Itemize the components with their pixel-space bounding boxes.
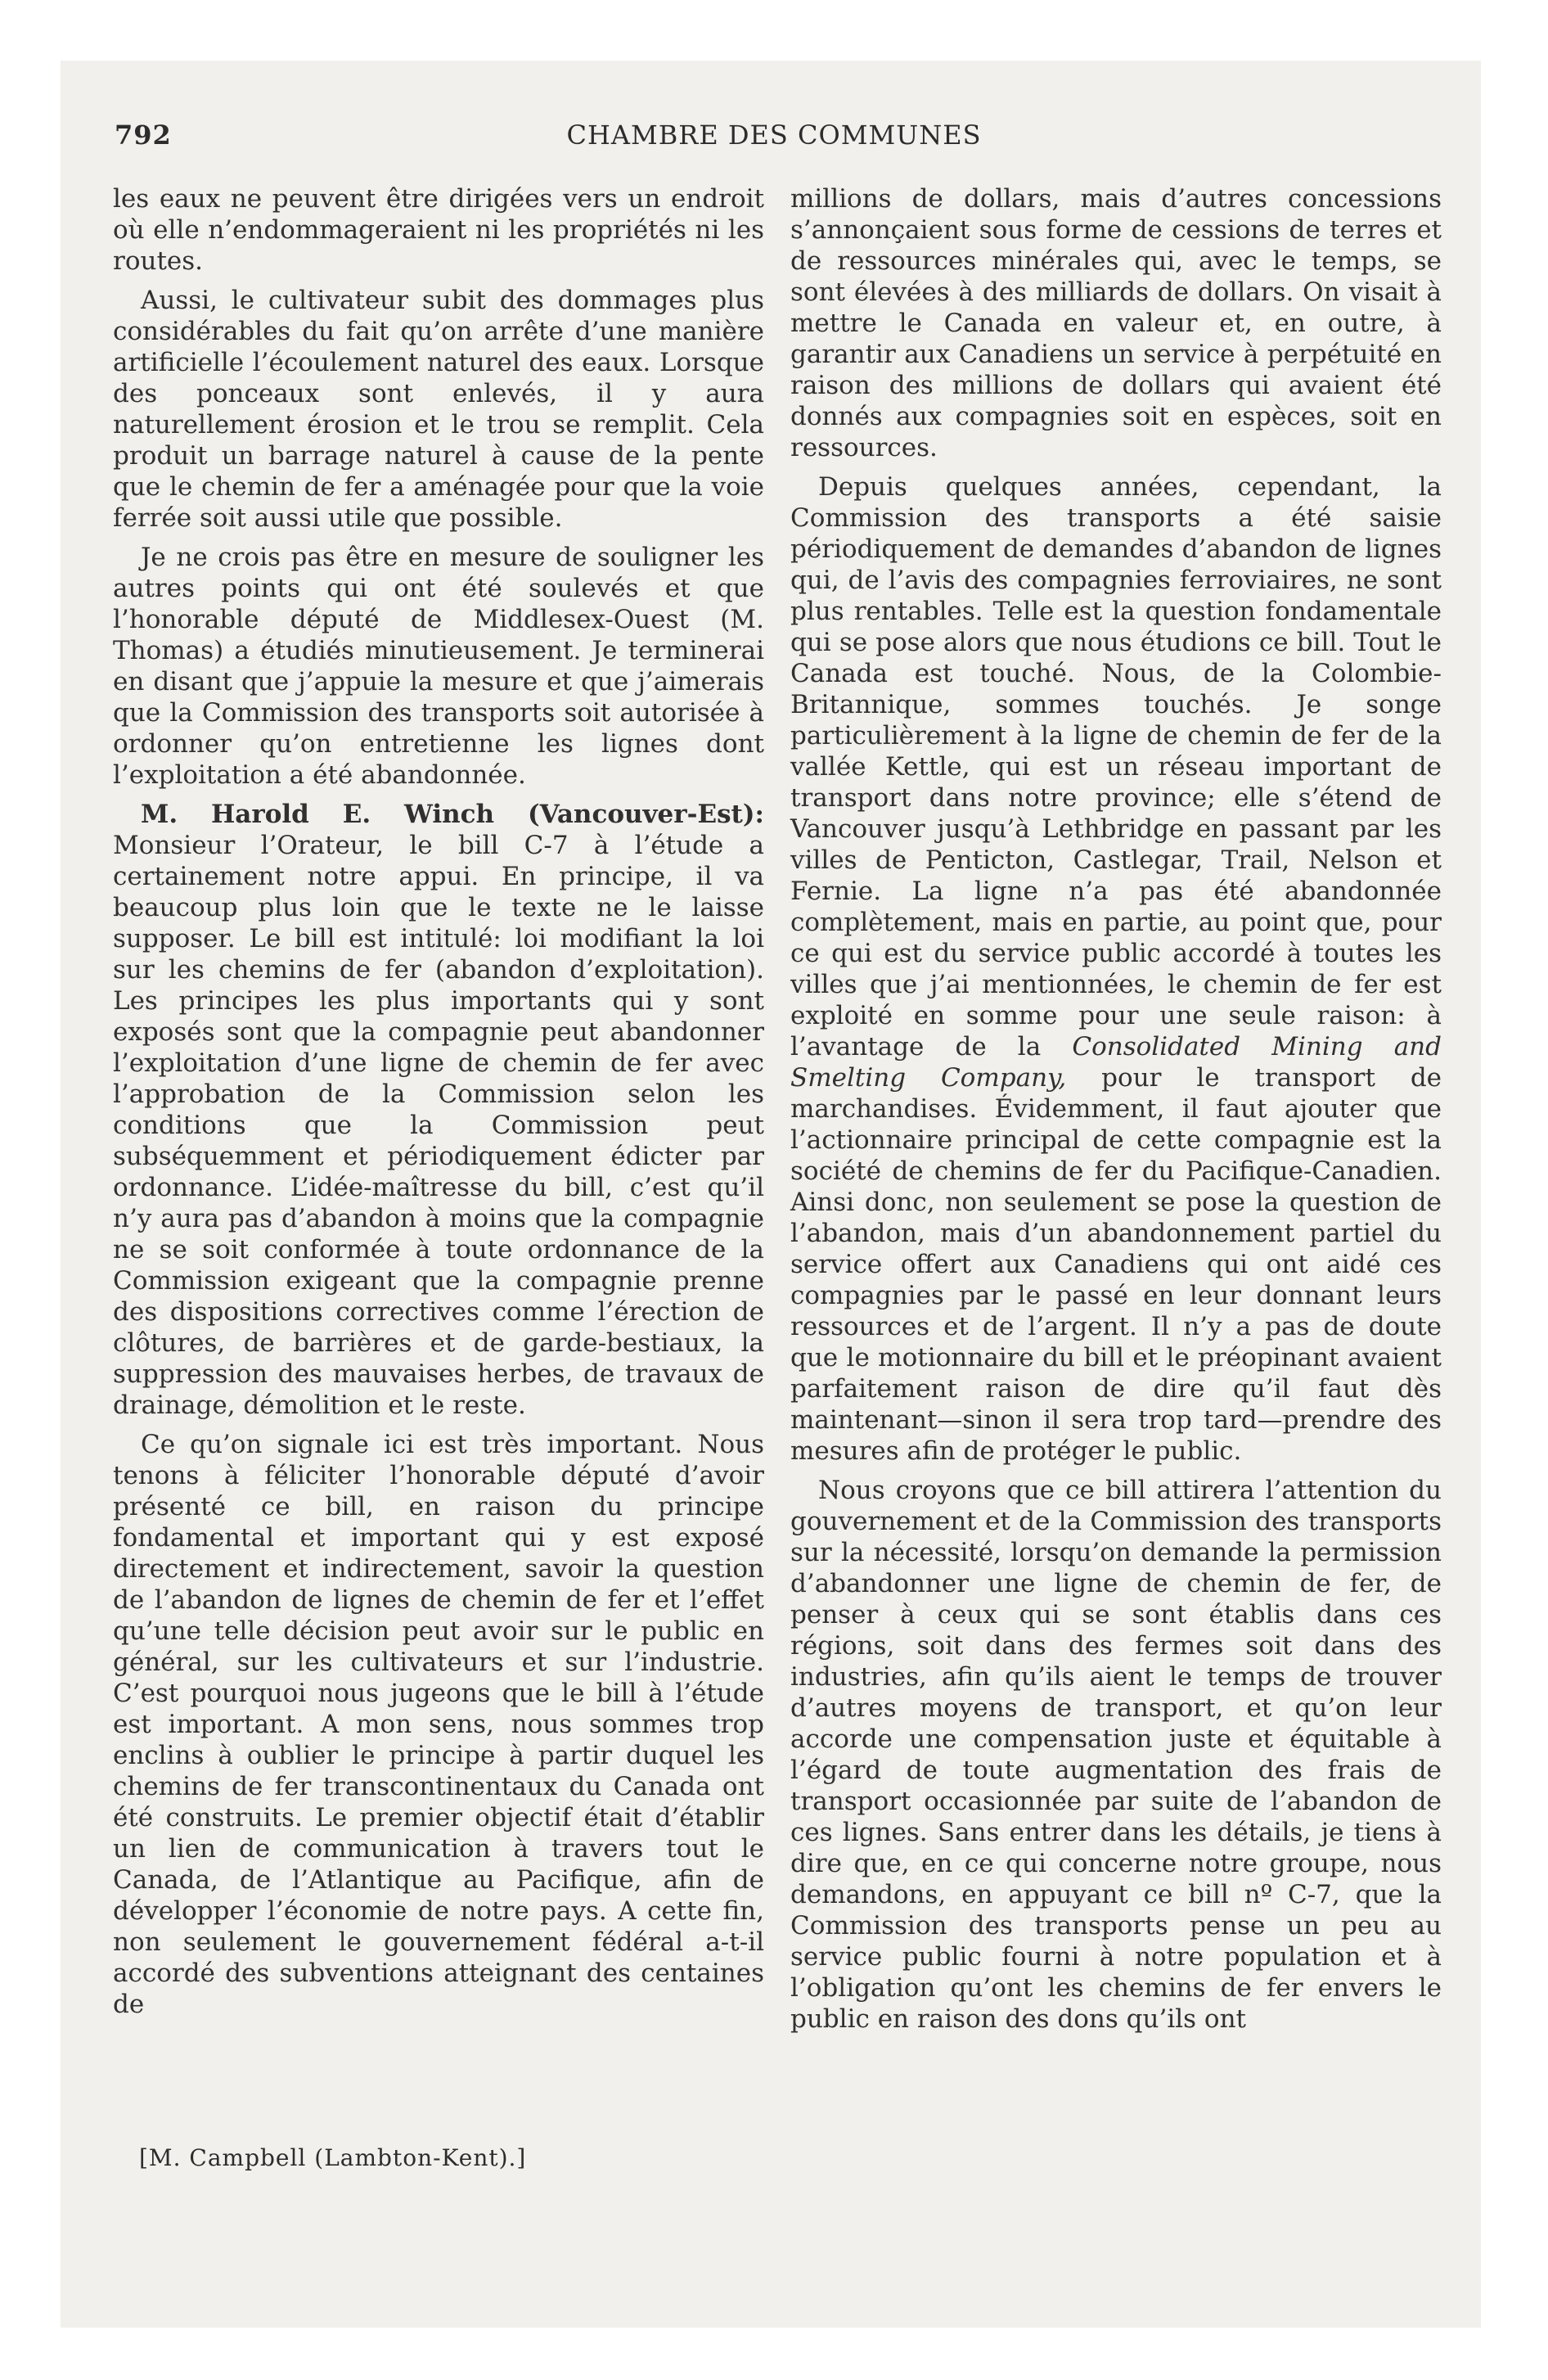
paragraph: les eaux ne peuvent être dirigées vers un endroit où elle n’endommageraient ni les propriétés ni les routes. [113,184,764,276]
speech-text: Monsieur l’Orateur, le bill C-7 à l’étude a certainement notre appui. En principe, il va beaucoup plus loin que le texte ne le laisse supposer. Le bill est intitulé: loi modifiant la loi sur les chemins de fer (abandon d’exploitation). Les principes les plus importants qui y sont exposés sont que la compagnie peut abandonner l’exploitation d’une ligne de chemin de fer avec l’approbation de la Commission selon les conditions que la Commission peut subséquemment et périodiquement édicter par ordonnance. L’idée-maîtresse du bill, c’est qu’il n’y aura pas d’abandon à moins que la compagnie ne se soit conformée à toute ordonnance de la Commission exigeant que la compagnie prenne des dispositions correctives comme l’érection de clôtures, de barrières et de garde-bestiaux, la suppression des mauvaises herbes, de travaux de drainage, démolition et le reste. [113,831,764,1420]
paragraph: Ce qu’on signale ici est très important. Nous tenons à féliciter l’honorable député d’avoir présenté ce bill, en raison du principe fondamental et important qui y est exposé directement et indirectement, savoir la question de l’abandon de lignes de chemin de fer et l’effet qu’une telle décision peut avoir sur le public en général, sur les cultivateurs et sur l’industrie. C’est pourquoi nous jugeons que le bill à l’étude est important. A mon sens, nous sommes trop enclins à oublier le principe à partir duquel les chemins de fer transcontinentaux du Canada ont été construits. Le premier objectif était d’établir un lien de communication à travers tout le Canada, de l’Atlantique au Pacifique, afin de développer l’économie de notre pays. A cette fin, non seulement le gouvernement fédéral a-t-il accordé des subventions atteignant des centaines de [113,1430,764,2019]
running-head-title: CHAMBRE DES COMMUNES [566,119,982,151]
paragraph [790,471,1442,1467]
speech-paragraph [113,799,764,1421]
paragraph: Je ne crois pas être en mesure de souligner les autres points qui ont été soulevés et que l’honorable député de Middlesex-Ouest (M. Thomas) a étudiés minutieusement. Je terminerai en disant que j’appuie la mesure et que j’aimerais que la Commission des transports soit autorisée à ordonner qu’on entretienne les lignes dont l’exploitation a été abandonnée. [113,543,764,790]
paragraph-text: Depuis quelques années, cependant, la Commission des transports a été saisie périodiquement de demandes d’abandon de lignes qui, de l’avis des compagnies ferroviaires, ne sont plus rentables. Telle est la question fondamentale qui se pose alors que nous étudions ce bill. Tout le Canada est touché. Nous, de la Colombie-Britannique, sommes touchés. Je songe particulièrement à la ligne de chemin de fer de la vallée Kettle, qui est un réseau important de transport dans notre province; elle s’étend de Vancouver jusqu’à Lethbridge en passant par les villes de Penticton, Castlegar, Trail, Nelson et Fernie. La ligne n’a pas été abandonnée complètement, mais en partie, au point que, pour ce qui est du service public accordé à toutes les villes que j’ai mentionnées, le chemin de fer est exploité en somme pour une seule raison: à l’avantage de la [790,472,1442,1062]
speaker-attribution: [M. Campbell (Lambton-Kent).] [139,2144,527,2171]
page-header [115,119,1433,159]
paragraph: Aussi, le cultivateur subit des dommages plus considérables du fait qu’on arrête d’une manière artificielle l’écoulement naturel des eaux. Lorsque des ponceaux sont enlevés, il y aura naturellement érosion et le trou se remplit. Cela produit un barrage naturel à cause de la pente que le chemin de fer a aménagée pour que la voie ferrée soit aussi utile que possible. [113,286,764,533]
left-column [113,183,764,2028]
speaker-name: M. Harold E. Winch (Vancouver-Est): [141,800,764,829]
right-column [790,183,1442,2043]
page-number: 792 [115,119,172,151]
company-name: Consolidated Mining and Smelting Company, [790,1032,1442,1093]
paragraph: Nous croyons que ce bill attirera l’attention du gouvernement et de la Commission des transports sur la nécessité, lorsqu’on demande la permission d’abandonner une ligne de chemin de fer, de penser à ceux qui se sont établis dans ces régions, soit dans des fermes soit dans des industries, afin qu’ils aient le temps de trouver d’autres moyens de transport, et qu’on leur accorde une compensation juste et équitable à l’égard de toute augmentation des frais de transport occasionnée par suite de l’abandon de ces lignes. Sans entrer dans les détails, je tiens à dire que, en ce qui concerne notre groupe, nous demandons, en appuyant ce bill nº C-7, que la Commission des transports pense un peu au service public fourni à notre population et à l’obligation qu’ont les chemins de fer envers le public en raison des dons qu’ils ont [790,1476,1442,2034]
paragraph: millions de dollars, mais d’autres concessions s’annonçaient sous forme de cessions de terres et de ressources minérales qui, avec le temps, se sont élevées à des milliards de dollars. On visait à mettre le Canada en valeur et, en outre, à garantir aux Canadiens un service à perpétuité en raison des millions de dollars qui avaient été donnés aux compagnies soit en espèces, soit en ressources. [790,184,1442,462]
paragraph-text: pour le transport de marchandises. Évidemment, il faut ajouter que l’actionnaire principal de cette compagnie est la société de chemins de fer du Pacifique-Canadien. Ainsi donc, non seulement se pose la question de l’abandon, mais d’un abandonnement partiel du service offert aux Canadiens qui ont aidé ces compagnies par le passé en leur donnant leurs ressources et de l’argent. Il n’y a pas de doute que le motionnaire du bill et le préopinant avaient parfaitement raison de dire qu’il faut dès maintenant—sinon il sera trop tard—prendre des mesures afin de protéger le public. [790,1063,1442,1466]
